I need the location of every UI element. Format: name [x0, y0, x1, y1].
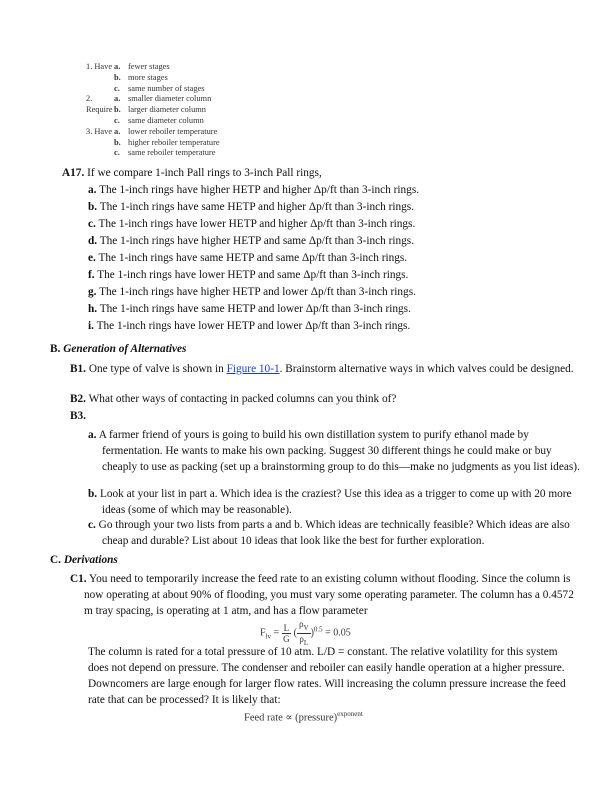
- question-b3: [70, 409, 86, 423]
- figure-link[interactable]: Figure 10-1: [226, 363, 280, 375]
- answer-text: The 1-inch rings have higher HETP and same Δp/ft than 3-inch rings.: [99, 235, 415, 247]
- section-heading-b: [50, 342, 186, 356]
- options-table: [86, 62, 261, 159]
- answer-letter: c.: [88, 218, 96, 230]
- question-text: The column is rated for a total pressure of 10 atm. L/D = constant. The relative volatility for this system does not depend on pressure. The condenser and reboiler can easily handle operation at a higher pressure. Downcomers are large enough for larger flow rates. Will increasing the column pressure increase the feed rate that can be processed? It is likely that:: [88, 646, 566, 706]
- question-label: C1.: [70, 573, 87, 585]
- answer-item: [88, 217, 415, 231]
- question-text: You need to temporarily increase the feed rate to an existing column without flooding. Since the column is now operating at about 90% of flooding, you must vary some operating parameter. The column has a 0.4572 m tray spacing, is operating at 1 atm, and has a flow parameter: [84, 573, 574, 617]
- answer-text: The 1-inch rings have higher HETP and lower Δp/ft than 3-inch rings.: [99, 286, 416, 298]
- option-text: same diameter column: [128, 115, 204, 125]
- option-letter: b.: [114, 72, 121, 82]
- question-text: What other ways of contacting in packed columns can you think of?: [88, 393, 397, 405]
- question-label: A17.: [62, 167, 85, 179]
- answer-item: [88, 251, 407, 265]
- answer-item: [88, 183, 419, 197]
- question-text-pre: One type of valve is shown in: [88, 363, 227, 375]
- answer-item: [88, 285, 416, 299]
- answer-letter: f.: [88, 269, 95, 281]
- answer-item: [88, 302, 411, 316]
- part-letter: b.: [88, 488, 98, 500]
- answer-text: The 1-inch rings have same HETP and same Δp/ft than 3-inch rings.: [98, 252, 408, 264]
- answer-text: The 1-inch rings have lower HETP and higher Δp/ft than 3-inch rings.: [98, 218, 416, 230]
- question-b1: [70, 361, 584, 377]
- option-letter: a.: [114, 94, 121, 104]
- formula-exponent: 0.5: [313, 625, 323, 634]
- part-letter: c.: [88, 519, 96, 531]
- options-group-2: [86, 94, 261, 126]
- part-letter: a.: [88, 429, 97, 441]
- answer-letter: g.: [88, 286, 97, 298]
- answer-item: [88, 319, 410, 333]
- formula-lhs: F: [260, 627, 266, 639]
- option-text: larger diameter column: [128, 105, 206, 115]
- answer-letter: a.: [88, 184, 97, 196]
- formula-rhs: = 0.05: [325, 627, 351, 639]
- question-b3b: [88, 486, 582, 518]
- option-letter: a.: [114, 62, 121, 71]
- question-b3c: [88, 517, 586, 549]
- answer-letter: h.: [88, 303, 98, 315]
- section-heading-c: [50, 553, 118, 567]
- option-text: same reboiler temperature: [128, 148, 216, 158]
- rho-num-sub: V: [303, 623, 309, 632]
- answer-text: The 1-inch rings have lower HETP and lower Δp/ft than 3-inch rings.: [96, 320, 411, 332]
- option-letter: c.: [114, 83, 120, 93]
- question-label: B3.: [70, 410, 87, 422]
- fraction-num: L: [283, 622, 290, 633]
- options-group-3: [86, 127, 261, 159]
- answer-item: [88, 268, 408, 282]
- options-group-label: 2. Require: [86, 94, 113, 115]
- section-label: B.: [50, 343, 61, 355]
- answer-text: The 1-inch rings have same HETP and higher Δp/ft than 3-inch rings.: [99, 201, 415, 213]
- answer-text: The 1-inch rings have lower HETP and same Δp/ft than 3-inch rings.: [97, 269, 409, 281]
- section-label: C.: [50, 554, 61, 566]
- section-title: Derivations: [63, 554, 118, 566]
- fraction-den: G: [283, 633, 290, 644]
- formula-lhs-sub: lv: [265, 632, 272, 641]
- option-text: fewer stages: [128, 62, 170, 71]
- question-b2: [70, 392, 396, 406]
- answer-text: The 1-inch rings have same HETP and lower Δp/ft than 3-inch rings.: [99, 303, 411, 315]
- option-letter: b.: [114, 105, 121, 115]
- question-text-post: . Brainstorm alternative ways in which valves could be designed.: [279, 363, 574, 375]
- answer-letter: i.: [88, 320, 94, 332]
- answer-item: [88, 200, 414, 214]
- question-c1: [70, 571, 578, 619]
- options-group-label: 1. Have: [86, 62, 113, 71]
- option-text: more stages: [128, 72, 168, 82]
- formula-exponent: exponent: [337, 710, 363, 718]
- answer-letter: e.: [88, 252, 96, 264]
- answer-item: [88, 234, 414, 248]
- option-letter: c.: [114, 115, 120, 125]
- feed-rate-formula: [244, 710, 363, 724]
- answer-letter: d.: [88, 235, 98, 247]
- options-group-label: 3. Have: [86, 126, 113, 136]
- fraction-lg: [282, 623, 292, 644]
- formula-text: Feed rate ∝ (pressure): [244, 712, 338, 724]
- question-label: B1.: [70, 363, 87, 375]
- option-text: same number of stages: [128, 83, 205, 93]
- option-letter: a.: [114, 126, 121, 136]
- options-group-1: [86, 62, 261, 94]
- question-c1-continued: [88, 644, 566, 708]
- rho-num: ρ: [299, 619, 304, 629]
- question-text: If we compare 1-inch Pall rings to 3-inch Pall rings,: [87, 167, 322, 179]
- answer-text: The 1-inch rings have higher HETP and higher Δp/ft than 3-inch rings.: [99, 184, 420, 196]
- question-b3a: [88, 427, 582, 475]
- part-text: A farmer friend of yours is going to build his own distillation system to purify ethanol made by fermentation. He wants to make his own packing. Suggest 30 different things he could make or buy cheaply to use as packing (set up a brainstorming group to do this—make no judgments as you list ideas).: [98, 429, 580, 473]
- option-letter: c.: [114, 148, 120, 158]
- rho-den-sub: L: [303, 638, 309, 647]
- option-text: smaller diameter column: [128, 94, 212, 104]
- option-text: lower reboiler temperature: [128, 126, 218, 136]
- flow-parameter-formula: $F_{lv}$ = $\frac{L}{G}$ ( $\frac{\rho_V}{\rho_L}$ )$^{0.5}$ = 0.05: [260, 619, 351, 647]
- rho-den: ρ: [299, 633, 304, 644]
- part-text: Look at your list in part a. Which idea is the craziest? Use this idea as a trigger to come up with 20 more ideas (some of which may be reasonable).: [99, 488, 572, 516]
- part-text: Go through your two lists from parts a and b. Which ideas are technically feasible? Which ideas are also cheap and durable? List about 10 ideas that look like the best for further exploration.: [98, 519, 570, 547]
- answer-letter: b.: [88, 201, 98, 213]
- option-letter: b.: [114, 137, 121, 147]
- formula-eq: =: [273, 627, 280, 639]
- section-title: Generation of Alternatives: [63, 343, 187, 355]
- question-label: B2.: [70, 393, 87, 405]
- question-a17: [62, 166, 322, 180]
- option-text: higher reboiler temperature: [128, 137, 220, 147]
